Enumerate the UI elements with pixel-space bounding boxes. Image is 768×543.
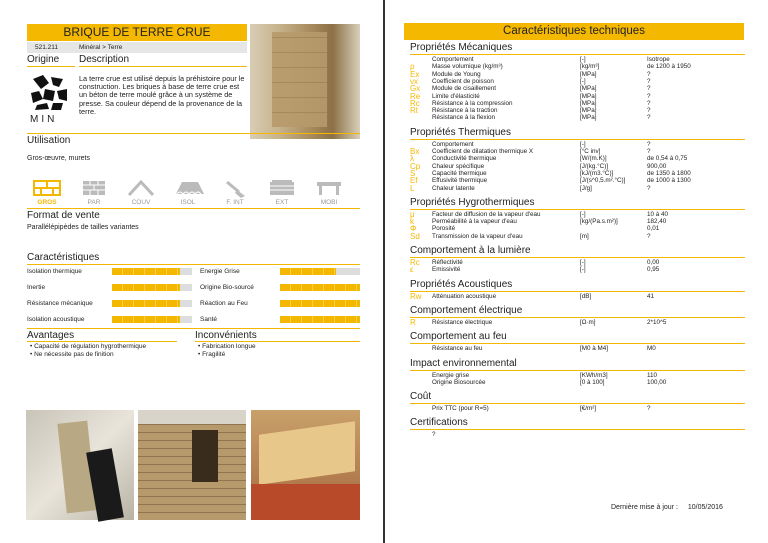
product-category: Minéral > Terre — [79, 44, 123, 51]
tech-row — [410, 170, 750, 177]
origine-label: Origine — [27, 54, 60, 65]
char-bar — [112, 268, 192, 275]
tech-row — [410, 233, 750, 240]
tech-un: [kg/(Pa.s.m²)] — [580, 218, 618, 226]
usage-label: ISOL — [180, 199, 196, 206]
usage-ext — [262, 180, 302, 208]
tech-vl: 41 — [647, 292, 655, 300]
char-bar — [280, 268, 360, 275]
brick-photo-top — [250, 24, 360, 139]
tech-section-title: Comportement à la lumière — [410, 245, 531, 256]
usage-par — [74, 180, 114, 208]
char-name: Energie Grise — [200, 268, 240, 275]
brick-photo-2 — [138, 410, 246, 520]
tech-nm: Limite d'élasticité — [432, 92, 480, 100]
tech-section-title: Propriétés Thermiques — [410, 126, 511, 138]
tech-row — [410, 319, 750, 326]
char-bar — [280, 284, 360, 291]
insulation-icon — [174, 180, 206, 198]
tech-un: [-] — [580, 259, 586, 266]
tech-row — [410, 107, 750, 114]
tech-row — [410, 63, 750, 70]
left-page — [0, 0, 383, 543]
usage-label: COUV — [131, 199, 151, 206]
tech-nm: Porosité — [432, 225, 456, 233]
char-name: Santé — [200, 316, 217, 323]
brick-photo-3 — [251, 410, 360, 520]
tech-section-title: Impact environnemental — [410, 357, 517, 369]
origin-badge: MIN — [30, 114, 58, 125]
tech-vl: de 0,54 à 0,75 — [647, 155, 688, 163]
brush-icon — [221, 180, 253, 198]
tech-nm: Réflectivité — [432, 259, 463, 266]
tech-nm: Prix TTC (pour R=5) — [432, 405, 489, 413]
tech-vl: ? — [647, 148, 651, 155]
tech-vl: de 1200 à 1950 — [647, 63, 691, 71]
tech-vl: ? — [647, 405, 651, 413]
tech-row — [410, 259, 750, 266]
tech-nm: Coefficient de dilatation thermique X — [432, 148, 534, 155]
tech-row — [410, 148, 750, 155]
tech-row — [410, 372, 750, 379]
table-icon — [315, 180, 347, 198]
avantages-list — [30, 343, 146, 359]
tech-sym: R — [410, 317, 416, 327]
tech-un: [MPa] — [580, 85, 597, 93]
list-item: • Fabrication longue — [198, 343, 256, 350]
tech-sym: Rc — [410, 258, 420, 267]
mineral-origin-icon — [29, 73, 69, 111]
char-name: Isolation acoustique — [27, 316, 85, 323]
tech-vl: ? — [647, 140, 651, 148]
tech-vl: ? — [647, 107, 651, 115]
tech-vl: de 1350 à 1800 — [647, 169, 691, 177]
last-update-date: 10/05/2016 — [687, 504, 723, 511]
tech-row — [410, 379, 750, 386]
char-bar-fill — [280, 268, 336, 275]
tech-row — [410, 293, 750, 300]
char-bar — [112, 284, 192, 291]
tech-nm: Conductivité thermique — [432, 155, 497, 163]
inconvenients-list — [198, 343, 256, 359]
tech-vl: ? — [647, 77, 651, 85]
tech-sym: Rt — [410, 106, 418, 116]
tech-sym: μ — [410, 209, 415, 219]
facade-icon — [268, 180, 300, 198]
tech-sym: νx — [410, 76, 418, 86]
tech-nm: Résistance à la traction — [432, 107, 498, 115]
tech-un: [-] — [580, 56, 586, 63]
tech-un: [J/g] — [580, 184, 592, 192]
tech-un: [°C inv] — [580, 148, 601, 155]
tech-vl: ? — [647, 184, 651, 192]
char-name: Réaction au Feu — [200, 300, 248, 307]
tech-nm: Perméabilité à la vapeur d'eau — [432, 218, 517, 226]
char-bar — [280, 316, 360, 323]
tech-sym: Re — [410, 91, 421, 101]
usage-label: MOBI — [320, 199, 338, 206]
tech-row — [410, 141, 750, 148]
tech-nm: Résistance au feu — [432, 345, 483, 353]
tech-nm: Emissivité — [432, 266, 461, 274]
char-bar-fill — [112, 284, 180, 291]
brick-photo-1 — [26, 410, 134, 520]
tech-nm: Masse volumique (kg/m³) — [432, 63, 503, 71]
tech-sym: L — [410, 183, 415, 193]
tech-un: [MPa] — [580, 114, 597, 122]
tech-row — [410, 345, 750, 352]
tech-section-title: Propriétés Mécaniques — [410, 42, 513, 53]
usage-label: EXT — [275, 199, 289, 206]
tech-section-title: Propriétés Hygrothermiques — [410, 196, 535, 208]
tech-row — [410, 163, 750, 170]
tech-section-title: Certifications — [410, 417, 468, 429]
tech-un: [Ω·m] — [580, 318, 596, 326]
tech-un: [-] — [580, 77, 586, 85]
tech-row — [410, 405, 750, 412]
usage-label: PAR — [87, 199, 101, 206]
tech-row — [410, 93, 750, 100]
char-name: Inertie — [27, 284, 46, 291]
format-label: Format de vente — [27, 210, 100, 221]
list-item: • Capacité de régulation hygrothermique — [30, 343, 147, 350]
brick-wall-icon — [80, 180, 112, 198]
tech-nm: Origine Biosourcée — [432, 378, 486, 386]
wall-icon — [33, 180, 65, 198]
char-bar — [280, 300, 360, 307]
list-item: • Fragilité — [198, 351, 226, 358]
tech-sym: S — [410, 168, 416, 178]
tech-nm: Transmission de la vapeur d'eau — [432, 232, 523, 240]
utilisation-text: Gros-œuvre, murets — [27, 155, 91, 162]
usage-isol — [168, 180, 208, 208]
category-bar — [27, 42, 247, 53]
tech-row — [410, 78, 750, 85]
description-text: La terre crue est utilisé depuis la préhistoire pour le construction. Les briques à base de terre crue est un béton de terre moulé grâce à un système de presse. Sa couleur dépend de la provenance de la terre. — [79, 74, 245, 116]
tech-vl: ? — [647, 92, 651, 100]
tech-sym: λ — [410, 154, 414, 164]
caracteristiques-label: Caractéristiques — [27, 252, 100, 263]
avantages-label: Avantages — [27, 330, 75, 341]
tech-row — [410, 85, 750, 92]
tech-un: [W/(m.K)] — [580, 155, 607, 163]
tech-sym: Bx — [410, 147, 420, 156]
tech-un: [MPa] — [580, 70, 597, 78]
tech-row — [410, 225, 750, 232]
last-update-label: Dernière mise à jour : — [611, 504, 678, 511]
char-bar-fill — [112, 268, 180, 275]
roof-icon — [127, 180, 159, 198]
char-bar-fill — [280, 300, 360, 307]
tech-sym: Ex — [410, 69, 420, 79]
description-label: Description — [79, 54, 130, 65]
usage-label: F. INT — [226, 199, 244, 206]
char-bar — [112, 300, 192, 307]
tech-sym: ε — [410, 265, 414, 275]
tech-nm: Comportement — [432, 56, 474, 63]
tech-row — [410, 185, 750, 192]
tech-nm: Facteur de diffusion de la vapeur d'eau — [432, 210, 541, 218]
tech-sym: Sd — [410, 231, 420, 241]
tech-nm: Chaleur latente — [432, 184, 475, 192]
tech-un: [MPa] — [580, 107, 597, 115]
tech-row — [410, 56, 750, 63]
tech-vl: 110 — [647, 371, 658, 379]
usage-gros — [27, 180, 67, 208]
tech-section-title: Coût — [410, 391, 432, 403]
tech-row — [410, 71, 750, 78]
tech-sym: Cp — [410, 161, 421, 171]
tech-vl: 900,00 — [647, 162, 667, 170]
tech-row — [410, 218, 750, 225]
tech-sym: k — [410, 217, 414, 227]
right-page — [386, 0, 768, 543]
char-bar-fill — [280, 316, 360, 323]
tech-un: [€/m²] — [580, 405, 597, 413]
tech-un: [MPa] — [580, 92, 597, 100]
tech-un: [KWh/m3] — [580, 371, 608, 379]
tech-sym: ρ — [410, 62, 415, 72]
tech-vl: ? — [647, 70, 651, 78]
char-bar-fill — [280, 284, 360, 291]
tech-vl: 10 à 40 — [647, 210, 669, 218]
product-code: 521.211 — [35, 44, 59, 51]
tech-row — [410, 211, 750, 218]
tech-nm: Comportement — [432, 140, 474, 148]
tech-un: [m] — [580, 232, 589, 240]
tech-row — [410, 114, 750, 121]
tech-vl: 0,00 — [647, 259, 660, 266]
tech-row — [410, 177, 750, 184]
tech-un: [MPa] — [580, 99, 597, 107]
tech-nm: Coefficient de poisson — [432, 77, 494, 85]
tech-un: [J/(s^0,5.m².°C)] — [580, 177, 626, 185]
tech-nm: Résistance électrique — [432, 318, 493, 326]
last-update — [611, 504, 723, 511]
tech-nm: ? — [432, 431, 436, 439]
char-bar — [112, 316, 192, 323]
tech-un: [J/(kg.°C)] — [580, 162, 609, 170]
tech-row — [410, 266, 750, 273]
tech-vl: ? — [647, 99, 651, 107]
tech-nm: Chaleur spécifique — [432, 162, 485, 170]
tech-sym: Gx — [410, 84, 421, 94]
char-bar-fill — [112, 300, 180, 307]
tech-section-title: Comportement électrique — [410, 304, 523, 316]
tech-sym: Ef — [410, 176, 418, 186]
utilisation-label: Utilisation — [27, 135, 71, 146]
tech-nm: Energie grise — [432, 371, 470, 379]
usage-fint — [215, 180, 255, 208]
tech-un: [kJ/(m3.°C)] — [580, 169, 614, 177]
tech-un: [-] — [580, 140, 586, 148]
list-item: • Ne nécessite pas de finition — [30, 351, 114, 358]
tech-nm: Effusivité thermique — [432, 177, 488, 185]
tech-nm: Résistance à la flexion — [432, 114, 496, 122]
char-name: Résistance mécanique — [27, 300, 93, 307]
tech-nm: Module de Young — [432, 70, 481, 78]
tech-vl: 182,40 — [647, 218, 667, 226]
tech-section-title: Propriétés Acoustiques — [410, 278, 513, 290]
char-bar-fill — [112, 316, 180, 323]
char-name: Origine Bio-sourcé — [200, 284, 254, 291]
tech-vl: ? — [647, 232, 651, 240]
tech-sym: Rw — [410, 291, 422, 301]
tech-vl: 2*10^5 — [647, 318, 667, 326]
tech-title: Caractéristiques techniques — [404, 23, 744, 40]
tech-row — [410, 100, 750, 107]
page-divider — [383, 0, 385, 543]
tech-un: [kg/m³] — [580, 63, 600, 71]
tech-nm: Module de cisaillement — [432, 85, 497, 93]
usage-couv — [121, 180, 161, 208]
tech-row — [410, 155, 750, 162]
inconvenients-label: Inconvénients — [195, 330, 257, 341]
tech-row — [410, 431, 750, 438]
tech-un: [M0 à M4] — [580, 345, 608, 353]
usage-mobi — [309, 180, 349, 208]
tech-un: [0 à 100] — [580, 378, 605, 386]
tech-vl: Isotrope — [647, 56, 670, 63]
format-text: Parallélépipèdes de tailles variantes — [27, 224, 139, 231]
tech-nm: Atténuation acoustique — [432, 292, 497, 300]
tech-sym: Φ — [410, 224, 417, 234]
tech-un: [-] — [580, 266, 586, 274]
tech-vl: M0 — [647, 345, 656, 353]
tech-nm: Capacité thermique — [432, 169, 487, 177]
tech-vl: 0,01 — [647, 225, 660, 233]
tech-nm: Résistance à la compression — [432, 99, 513, 107]
tech-vl: 100,00 — [647, 378, 667, 386]
tech-vl: 0,95 — [647, 266, 660, 274]
product-title: BRIQUE DE TERRE CRUE — [27, 24, 247, 41]
char-name: Isolation thermique — [27, 268, 82, 275]
tech-vl: de 1000 à 1300 — [647, 177, 691, 185]
usage-label: GROS — [37, 199, 57, 206]
tech-un: [-] — [580, 210, 586, 218]
tech-vl: ? — [647, 85, 651, 93]
tech-sym: Rc — [410, 98, 420, 108]
tech-vl: ? — [647, 114, 651, 122]
tech-section-title: Comportement au feu — [410, 331, 507, 343]
tech-un: [dB] — [580, 292, 592, 300]
